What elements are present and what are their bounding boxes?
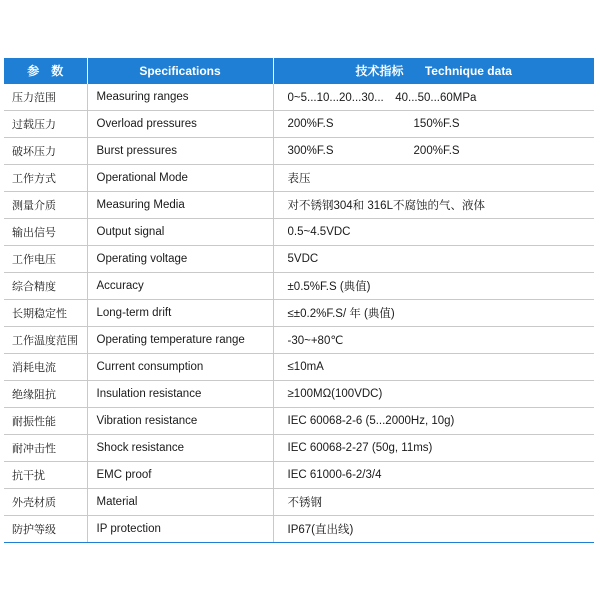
technique-value [273,462,594,489]
value-primary: 200%F.S [287,118,334,130]
param-name-cn: 工作温度范围 [4,327,87,354]
value-primary: 300%F.S [287,145,334,157]
value-primary: ≥100MΩ(100VDC) [287,388,383,400]
value-secondary: 200%F.S [413,145,460,157]
param-name-cn: 破坏压力 [4,138,87,165]
technique-value [273,489,594,516]
technique-value [273,300,594,327]
value-primary: ≤10mA [287,361,324,373]
spec-name-en: Operating temperature range [87,327,273,354]
spec-name-en: Long-term drift [87,300,273,327]
param-name-cn: 工作方式 [4,165,87,192]
table-row [4,165,594,192]
value-primary: -30~+80℃ [287,335,344,347]
value-primary: 5VDC [287,253,319,265]
technique-value [273,246,594,273]
technique-value [273,111,594,138]
spec-table [4,58,594,543]
table-row [4,354,594,381]
value-primary: ±0.5%F.S (典值) [287,281,371,293]
value-primary: 不锈钢 [287,497,322,509]
value-primary: IEC 60068-2-6 (5...2000Hz, 10g) [287,415,455,427]
value-primary: ≤±0.2%F.S/ 年 (典值) [287,308,395,320]
technique-value [273,516,594,543]
table-row [4,300,594,327]
table-row [4,246,594,273]
technique-value [273,138,594,165]
table-row [4,489,594,516]
table-row [4,327,594,354]
spec-name-en: EMC proof [87,462,273,489]
value-primary: 对不锈钢304和 316L不腐蚀的气、液体 [287,200,485,212]
spec-name-en: Shock resistance [87,435,273,462]
spec-name-en: Operating voltage [87,246,273,273]
table-row [4,273,594,300]
technique-value [273,192,594,219]
table-row [4,462,594,489]
spec-name-en: Output signal [87,219,273,246]
spec-name-en: Vibration resistance [87,408,273,435]
param-name-cn: 耐冲击性 [4,435,87,462]
table-row [4,138,594,165]
value-secondary: 150%F.S [413,118,460,130]
value-primary: 表压 [287,173,311,185]
header-spec: Specifications [87,58,273,84]
value-primary: 0.5~4.5VDC [287,226,351,238]
technique-value [273,435,594,462]
header-param: 参 数 [4,58,87,84]
table-row [4,219,594,246]
param-name-cn: 抗干扰 [4,462,87,489]
param-name-cn: 综合精度 [4,273,87,300]
table-row [4,408,594,435]
technique-value [273,354,594,381]
value-primary: IP67(直出线) [287,524,354,536]
value-primary: IEC 60068-2-27 (50g, 11ms) [287,442,433,454]
spec-name-en: Accuracy [87,273,273,300]
table-row [4,516,594,543]
spec-name-en: Burst pressures [87,138,273,165]
table-body [4,84,594,543]
param-name-cn: 测量介质 [4,192,87,219]
table-row [4,192,594,219]
technique-value [273,381,594,408]
table-header [4,58,594,84]
param-name-cn: 压力范围 [4,84,87,111]
technique-value [273,219,594,246]
table-row [4,381,594,408]
param-name-cn: 耐振性能 [4,408,87,435]
param-name-cn: 过载压力 [4,111,87,138]
header-data [273,58,594,84]
table-row [4,84,594,111]
spec-name-en: Material [87,489,273,516]
spec-name-en: Operational Mode [87,165,273,192]
value-primary: IEC 61000-6-2/3/4 [287,469,382,481]
param-name-cn: 输出信号 [4,219,87,246]
spec-name-en: Insulation resistance [87,381,273,408]
spec-name-en: Overload pressures [87,111,273,138]
technique-value [273,327,594,354]
spec-name-en: Current consumption [87,354,273,381]
param-name-cn: 消耗电流 [4,354,87,381]
technique-value [273,165,594,192]
spec-name-en: IP protection [87,516,273,543]
param-name-cn: 防护等级 [4,516,87,543]
param-name-cn: 外壳材质 [4,489,87,516]
spec-name-en: Measuring ranges [87,84,273,111]
param-name-cn: 绝缘阻抗 [4,381,87,408]
value-primary: 0~5...10...20...30... 40...50...60MPa [287,92,477,104]
spec-name-en: Measuring Media [87,192,273,219]
table-row [4,111,594,138]
header-data-en: Technique data [424,64,512,78]
table-row [4,435,594,462]
header-data-cn: 技术指标 [355,64,404,78]
param-name-cn: 工作电压 [4,246,87,273]
technique-value [273,84,594,111]
technique-value [273,273,594,300]
param-name-cn: 长期稳定性 [4,300,87,327]
technique-value [273,408,594,435]
